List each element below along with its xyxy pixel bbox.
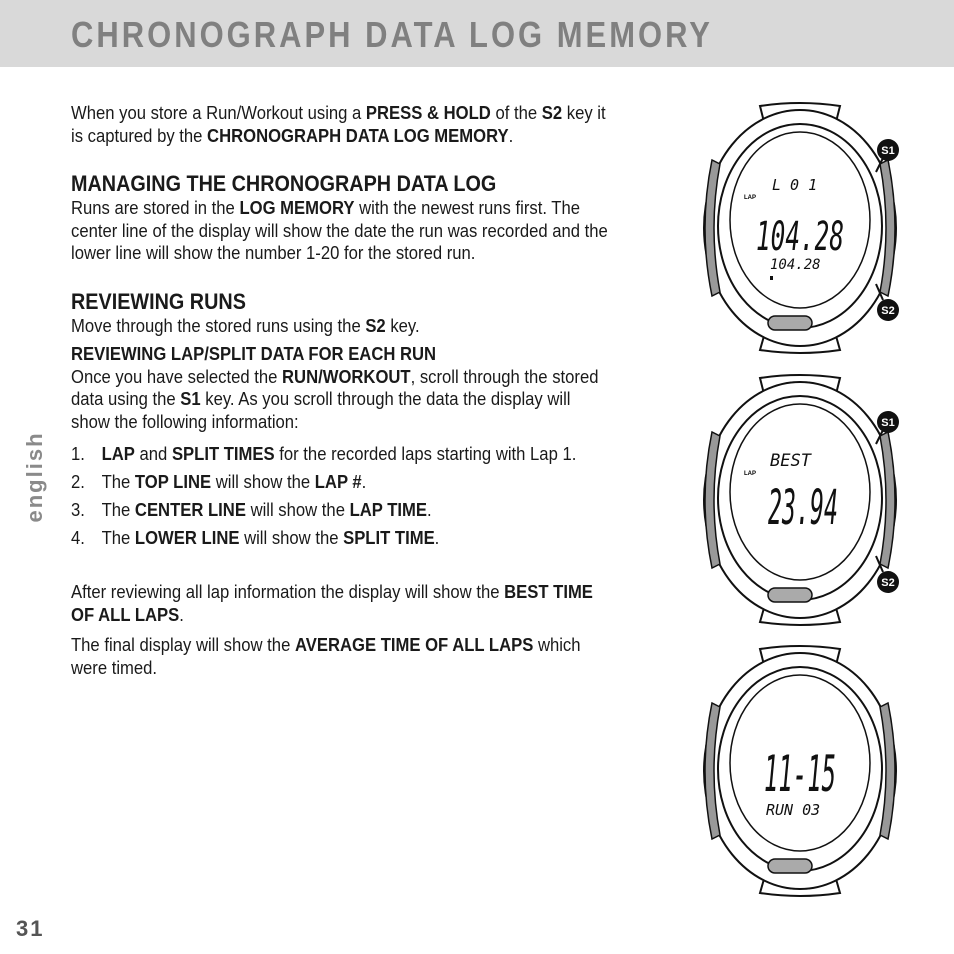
- best-paragraph: After reviewing all lap information the display will show the BEST TIME OF ALL LAPS.: [71, 581, 593, 625]
- managing-paragraph: Runs are stored in the LOG MEMORY with the newest runs first. The center line of the display will show the date the run was recorded and the lower line will show the number 1-20 for the stored run.: [71, 197, 608, 263]
- reviewing-heading: REVIEWING RUNS: [71, 288, 246, 314]
- lcd-top-line: L 0 1: [772, 176, 818, 194]
- lcd-center-line: 23.94: [768, 480, 838, 536]
- lcd-center-line: 11-15: [764, 745, 836, 803]
- lcd-lower-line: 104.28: [770, 257, 821, 273]
- list-item: 2. The TOP LINE will show the LAP #.: [71, 471, 367, 492]
- final-paragraph: The final display will show the AVERAGE TIME OF ALL LAPS which were timed.: [71, 634, 581, 678]
- lcd-lower-line: RUN 03: [766, 801, 821, 819]
- watch-button-bottom: [768, 859, 812, 873]
- intro-paragraph: When you store a Run/Workout using a PRESS & HOLD of the S2 key it is captured by the CHRONOGRAPH DATA LOG MEMORY.: [71, 102, 606, 146]
- watch-illustration-1: [690, 100, 910, 355]
- list-item: 3. The CENTER LINE will show the LAP TIME.: [71, 499, 432, 520]
- lcd-center-line: 104.28: [756, 214, 844, 260]
- s1-label: S1: [881, 145, 895, 157]
- s1-label: S1: [881, 417, 895, 429]
- list-item: 1. LAP and SPLIT TIMES for the recorded laps starting with Lap 1.: [71, 443, 577, 464]
- s2-label: S2: [881, 577, 895, 589]
- lcd-top-line: BEST: [770, 451, 811, 471]
- lcd-indicator: [770, 276, 773, 280]
- page-title: CHRONOGRAPH DATA LOG MEMORY: [71, 14, 713, 55]
- lapsplit-paragraph: Once you have selected the RUN/WORKOUT, scroll through the stored data using the S1 key. As you scroll through the data the display will show the following information:: [71, 365, 599, 432]
- watch-illustration-2: [690, 372, 910, 627]
- watch-button-bottom: [768, 588, 812, 602]
- lapsplit-heading: REVIEWING LAP/SPLIT DATA FOR EACH RUN: [71, 343, 437, 364]
- s2-label: S2: [881, 305, 895, 317]
- main-content: [71, 102, 611, 679]
- lcd-lap-label: LAP: [744, 195, 756, 201]
- info-list: [71, 443, 611, 550]
- list-item: 4. The LOWER LINE will show the SPLIT TIME.: [71, 527, 440, 548]
- managing-heading: MANAGING THE CHRONOGRAPH DATA LOG: [71, 171, 497, 196]
- watch-button-bottom: [768, 316, 812, 330]
- reviewing-paragraph: Move through the stored runs using the S2 key.: [71, 314, 420, 336]
- lcd-lap-label: LAP: [744, 471, 756, 477]
- watch-illustration-3: [690, 643, 910, 898]
- language-tab: english: [22, 431, 47, 523]
- page-number: 31: [16, 916, 45, 941]
